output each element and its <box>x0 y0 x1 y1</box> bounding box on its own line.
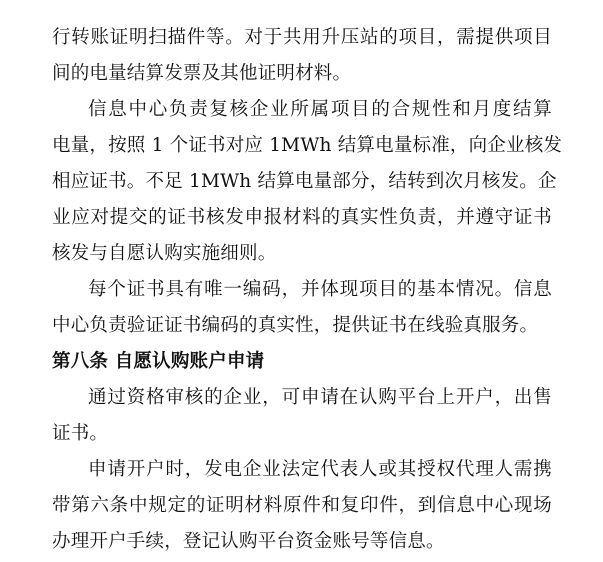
paragraph-line: 信息中心负责复核企业所属项目的合规性和月度结算 <box>88 99 552 120</box>
article-heading: 第八条 自愿认购账户申请 <box>52 351 265 372</box>
paragraph-line: 相应证书。不足 1MWh 结算电量部分，结转到次月核发。企 <box>52 171 557 192</box>
paragraph-line: 办理开户手续，登记认购平台资金账号等信息。 <box>52 531 445 552</box>
paragraph-line: 电量，按照 1 个证书对应 1MWh 结算电量标准，向企业核发 <box>52 135 563 156</box>
paragraph-line: 通过资格审核的企业，可申请在认购平台上开户，出售 <box>88 387 552 408</box>
paragraph-line: 中心负责验证证书编码的真实性，提供证书在线验真服务。 <box>52 315 539 336</box>
paragraph-line: 每个证书具有唯一编码，并体现项目的基本情况。信息 <box>88 279 552 300</box>
paragraph-line: 行转账证明扫描件等。对于共用升压站的项目，需提供项目 <box>52 27 552 48</box>
paragraph-line: 带第六条中规定的证明材料原件和复印件，到信息中心现场 <box>52 495 552 516</box>
paragraph-line: 核发与自愿认购实施细则。 <box>52 243 277 264</box>
paragraph-line: 业应对提交的证书核发申报材料的真实性负责，并遵守证书 <box>52 207 552 228</box>
paragraph-line: 申请开户时，发电企业法定代表人或其授权代理人需携 <box>88 459 552 480</box>
paragraph-line: 间的电量结算发票及其他证明材料。 <box>52 63 352 84</box>
paragraph-line: 证书。 <box>52 423 109 444</box>
